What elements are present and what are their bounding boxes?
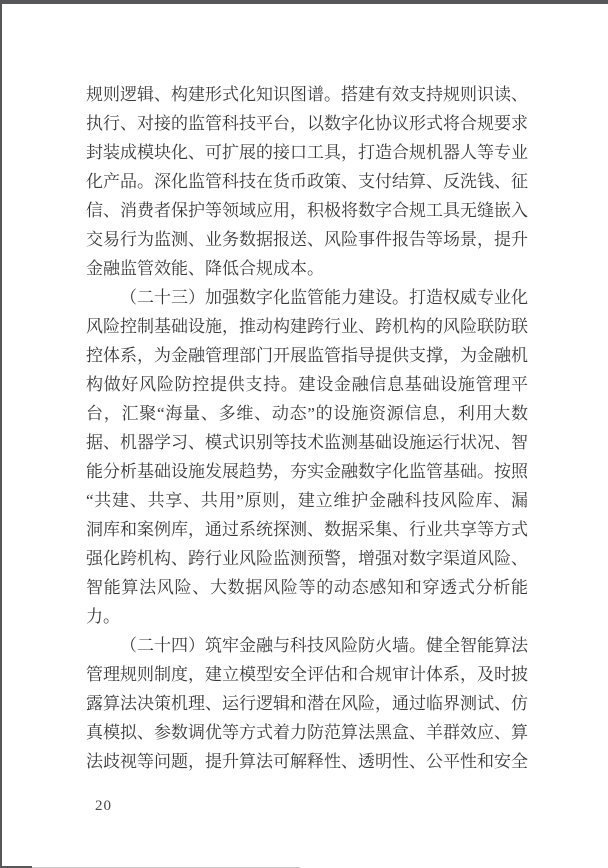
text-line: 规则逻辑、构建形式化知识图谱。搭建有效支持规则识读、 xyxy=(86,85,528,104)
text-line: 封装成模块化、可扩展的接口工具，打造合规机器人等专业 xyxy=(86,143,528,162)
text-line: 能分析基础设施发展趋势，夯实金融数字化监管基础。按照 xyxy=(86,462,528,481)
text-line: 力。 xyxy=(86,607,120,626)
paragraph xyxy=(86,283,528,631)
page-number: 20 xyxy=(95,798,112,814)
text-line: 金融监管效能、降低合规成本。 xyxy=(86,259,324,278)
text-line: “共建、共享、共用”原则，建立维护金融科技风险库、漏 xyxy=(86,491,528,510)
text-line: 智能算法风险、大数据风险等的动态感知和穿透式分析能 xyxy=(86,578,528,597)
text-line: 信、消费者保护等领域应用，积极将数字合规工具无缝嵌入 xyxy=(86,201,528,220)
text-line: 法歧视等问题，提升算法可解释性、透明性、公平性和安全 xyxy=(86,752,528,771)
paragraph xyxy=(86,631,528,776)
text-line: 真模拟、参数调优等方式着力防范算法黑盒、羊群效应、算 xyxy=(86,723,528,742)
document-text-block xyxy=(86,80,528,776)
text-line: 洞库和案例库，通过系统探测、数据采集、行业共享等方式 xyxy=(86,520,528,539)
text-line: 构做好风险防控提供支持。建设金融信息基础设施管理平 xyxy=(86,375,528,394)
text-line: 管理规则制度，建立模型安全评估和合规审计体系，及时披 xyxy=(86,665,528,684)
scan-edge-left xyxy=(0,0,2,868)
text-line: 强化跨机构、跨行业风险监测预警，增强对数字渠道风险、 xyxy=(86,549,528,568)
text-line: （二十三）加强数字化监管能力建设。打造权威专业化 xyxy=(120,288,528,307)
text-line: 化产品。深化监管科技在货币政策、支付结算、反洗钱、征 xyxy=(86,172,528,191)
text-line: 交易行为监测、业务数据报送、风险事件报告等场景，提升 xyxy=(86,230,528,249)
text-line: 控体系，为金融管理部门开展监管指导提供支撑，为金融机 xyxy=(86,346,528,365)
paragraph xyxy=(86,80,528,283)
text-line: 执行、对接的监管科技平台，以数字化协议形式将合规要求 xyxy=(86,114,528,133)
text-line: 台，汇聚“海量、多维、动态”的设施资源信息，利用大数 xyxy=(86,404,528,423)
text-line: 风险控制基础设施，推动构建跨行业、跨机构的风险联防联 xyxy=(86,317,528,336)
scan-edge-top xyxy=(0,0,608,4)
text-line: 据、机器学习、模式识别等技术监测基础设施运行状况、智 xyxy=(86,433,528,452)
text-line: （二十四）筑牢金融与科技风险防火墙。健全智能算法 xyxy=(120,636,528,655)
text-line: 露算法决策机理、运行逻辑和潜在风险，通过临界测试、仿 xyxy=(86,694,528,713)
